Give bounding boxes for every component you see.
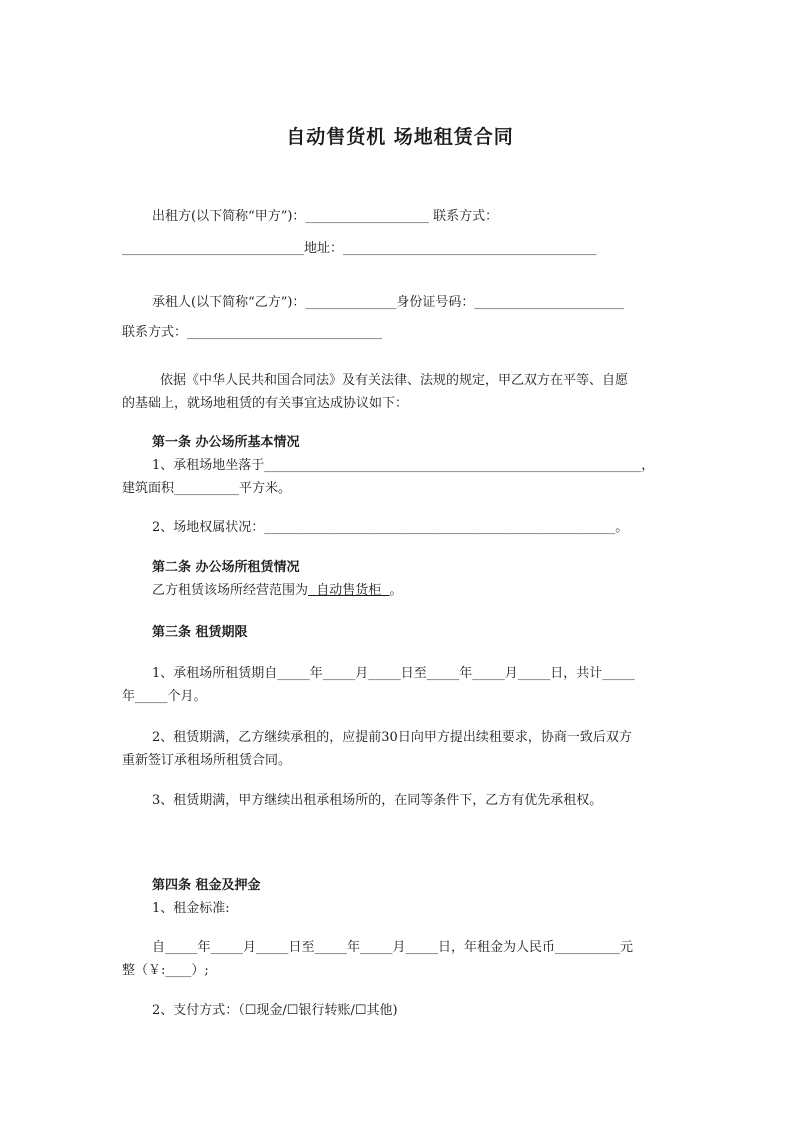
article-3-item-1-line-1: 1、承租场所租赁期自_____年_____月_____日至_____年_____月_____日，共计_____ bbox=[152, 666, 635, 681]
lessee-line-1: 承租人(以下简称“乙方”)：______________身份证号码：_______________________ bbox=[152, 295, 624, 310]
article-3-item-2-line-2: 重新签订承租场所租赁合同。 bbox=[122, 753, 292, 768]
article-1-item-2: 2、场地权属状况：______________________________________________________。 bbox=[152, 520, 629, 535]
lessor-line-2: ____________________________地址：_______________________________________ bbox=[122, 241, 597, 256]
document-title: 自动售货机 场地租赁合同 bbox=[286, 126, 514, 148]
article-4-rent-line-2: 整（￥:____）; bbox=[122, 963, 209, 978]
article-4-heading: 第四条 租金及押金 bbox=[152, 878, 261, 893]
article-4-payment-method: 2、支付方式：（☐现金/☐银行转账/☐其他) bbox=[152, 1003, 398, 1018]
article-1-heading: 第一条 办公场所基本情况 bbox=[152, 435, 300, 450]
preamble-line-2: 的基础上，就场地租赁的有关事宜达成协议如下： bbox=[122, 396, 409, 411]
lessor-line-1: 出租方(以下简称“甲方”)：___________________ 联系方式： bbox=[152, 209, 499, 224]
article-1-item-1-line-1: 1、承租场地坐落于__________________________________________________________， bbox=[152, 458, 655, 473]
article-2-heading: 第二条 办公场所租赁情况 bbox=[152, 560, 300, 575]
article-3-item-1-line-2: 年_____个月。 bbox=[122, 689, 207, 704]
article-3-item-3: 3、租赁期满，甲方继续出租承租场所的，在同等条件下，乙方有优先承租权。 bbox=[152, 793, 603, 808]
business-scope-value: 自动售货柜 bbox=[308, 583, 390, 598]
article-4-item-1: 1、租金标准: bbox=[152, 901, 230, 916]
scope-prefix: 乙方租赁该场所经营范围为 bbox=[152, 583, 309, 598]
lessee-line-2: 联系方式：______________________________ bbox=[122, 325, 383, 340]
article-3-heading: 第三条 租赁期限 bbox=[152, 625, 248, 640]
article-1-item-1-line-2: 建筑面积__________平方米。 bbox=[122, 481, 292, 496]
article-3-item-2-line-1: 2、租赁期满，乙方继续承租的，应提前30日向甲方提出续租要求，协商一致后双方 bbox=[152, 730, 632, 745]
article-2-scope-line bbox=[152, 582, 403, 600]
preamble-line-1: 依据《中华人民共和国合同法》及有关法律、法规的规定，甲乙双方在平等、自愿 bbox=[160, 373, 629, 388]
article-4-rent-line-1: 自_____年_____月_____日至_____年_____月_____日，年租金为人民币__________元 bbox=[152, 940, 634, 955]
scope-suffix: 。 bbox=[389, 583, 403, 598]
